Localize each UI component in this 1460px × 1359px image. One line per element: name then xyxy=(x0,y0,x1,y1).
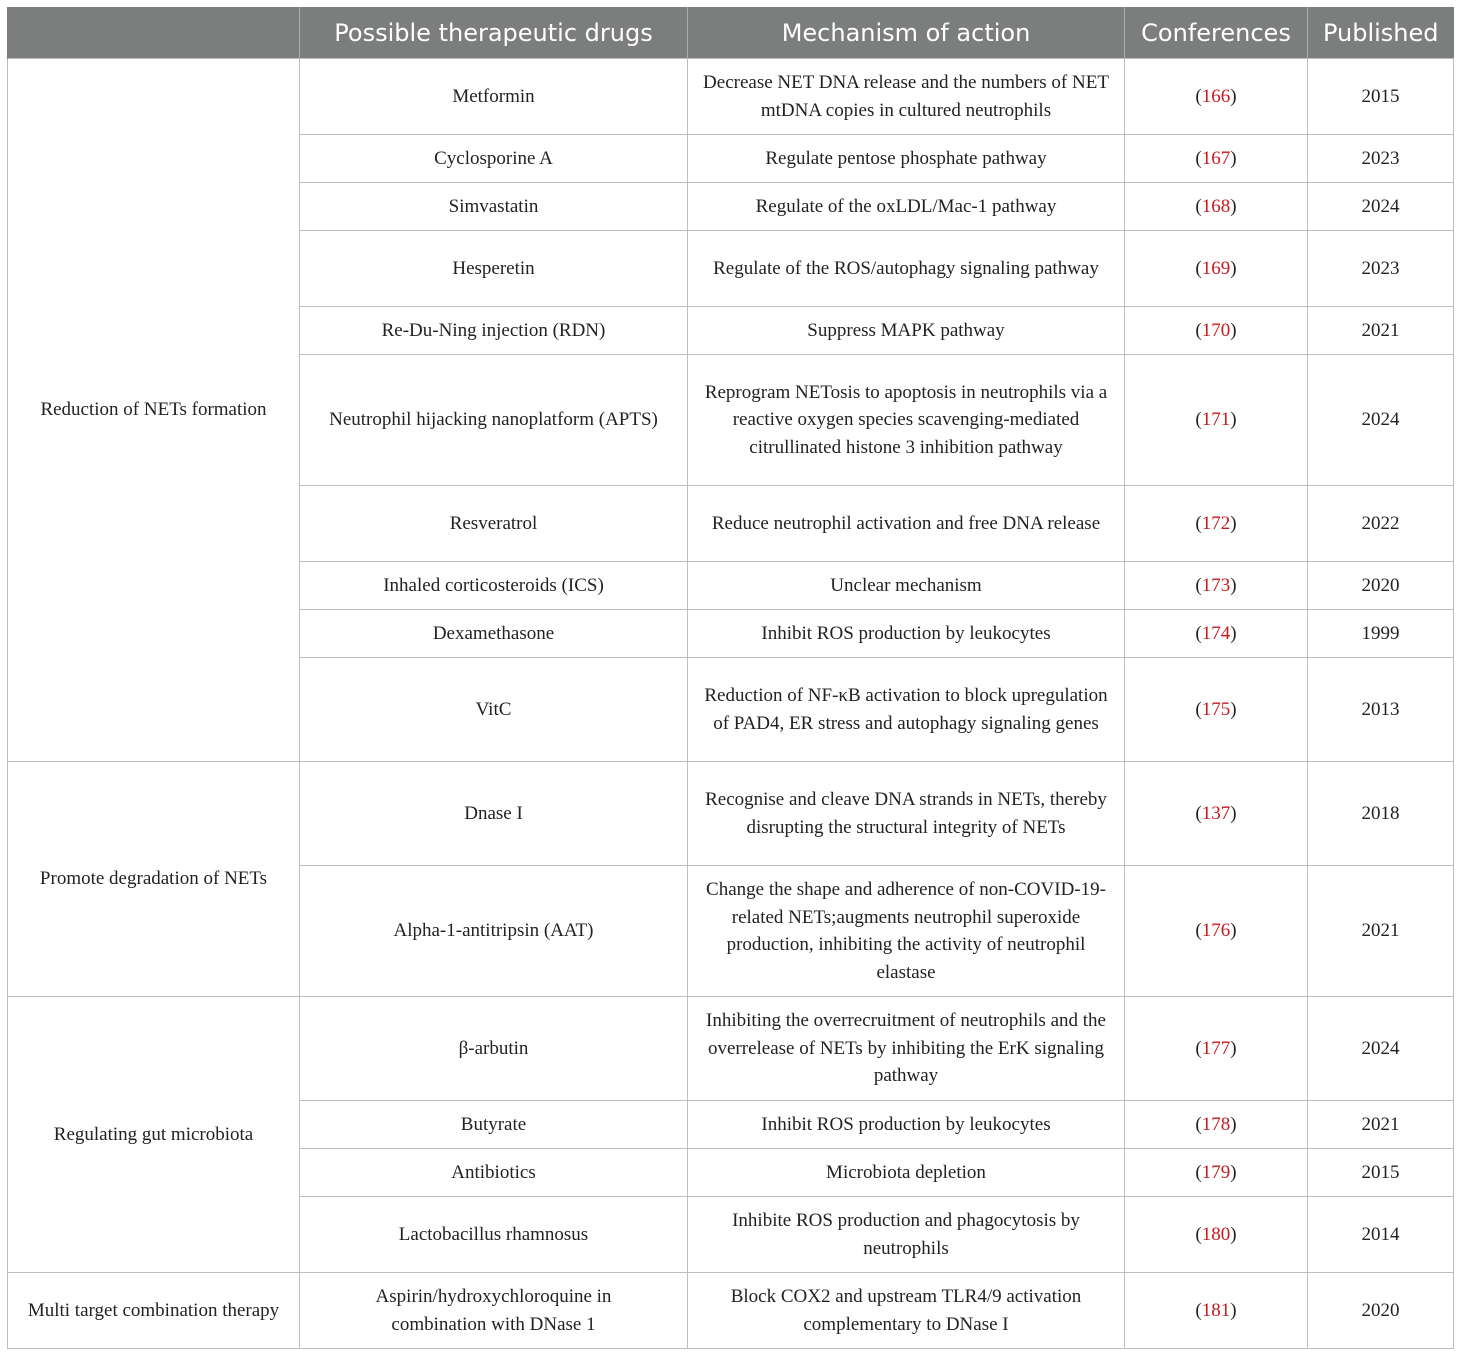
reference-cell xyxy=(1125,59,1308,135)
reference-cell xyxy=(1125,1273,1308,1349)
reference-open-paren: ( xyxy=(1195,574,1202,596)
header-category xyxy=(8,7,300,59)
reference-open-paren: ( xyxy=(1195,1161,1202,1183)
drug-cell: Lactobacillus rhamnosus xyxy=(300,1197,688,1273)
reference-link[interactable]: 169 xyxy=(1201,257,1231,279)
reference-link[interactable]: 174 xyxy=(1201,622,1231,644)
published-year-cell: 2023 xyxy=(1308,135,1454,183)
reference-close-paren: ) xyxy=(1230,622,1237,644)
published-year-cell: 2024 xyxy=(1308,183,1454,231)
mechanism-cell xyxy=(688,355,1125,486)
reference-close-paren: ) xyxy=(1230,698,1237,720)
drug-cell: Dnase I xyxy=(300,762,688,866)
mechanism-cell xyxy=(688,1197,1125,1273)
mechanism-cell xyxy=(688,866,1125,997)
published-year-cell: 2021 xyxy=(1308,1101,1454,1149)
category-cell: Reduction of NETs formation xyxy=(8,59,300,762)
reference-close-paren: ) xyxy=(1230,512,1237,534)
drug-cell: VitC xyxy=(300,658,688,762)
reference-close-paren: ) xyxy=(1230,319,1237,341)
drug-cell: Simvastatin xyxy=(300,183,688,231)
reference-cell xyxy=(1125,231,1308,307)
drug-cell: Aspirin/hydroxychloroquine in combination with DNase 1 xyxy=(300,1273,688,1349)
reference-cell xyxy=(1125,1149,1308,1197)
mechanism-cell xyxy=(688,59,1125,135)
drug-cell: Metformin xyxy=(300,59,688,135)
reference-cell xyxy=(1125,866,1308,997)
reference-link[interactable]: 179 xyxy=(1201,1161,1231,1183)
published-year-cell: 2020 xyxy=(1308,562,1454,610)
mechanism-cell xyxy=(688,231,1125,307)
reference-open-paren: ( xyxy=(1195,1113,1202,1135)
reference-close-paren: ) xyxy=(1230,1299,1237,1321)
reference-cell xyxy=(1125,762,1308,866)
header-published: Published xyxy=(1308,7,1454,59)
published-year-cell: 2022 xyxy=(1308,486,1454,562)
mechanism-text: Change the shape and adherence of non-COVID-19-related NETs;augments neutrophil superoxide production, inhibiting the activity of neutrophil elastase xyxy=(706,879,1106,983)
drug-cell: Butyrate xyxy=(300,1101,688,1149)
reference-cell xyxy=(1125,610,1308,658)
mechanism-text: Reprogram NETosis to apoptosis in neutrophils via a reactive oxygen species scavenging-mediated citrullinated histone 3 inhibition pathway xyxy=(704,381,1108,458)
mechanism-cell xyxy=(688,307,1125,355)
published-year-cell: 2020 xyxy=(1308,1273,1454,1349)
table-row xyxy=(8,762,1454,866)
drug-cell: Hesperetin xyxy=(300,231,688,307)
reference-open-paren: ( xyxy=(1195,512,1202,534)
reference-close-paren: ) xyxy=(1230,802,1237,824)
drug-cell: Antibiotics xyxy=(300,1149,688,1197)
mechanism-text: Suppress MAPK pathway xyxy=(807,319,1005,341)
mechanism-text: Inhibit ROS production by leukocytes xyxy=(761,1113,1051,1135)
mechanism-text: Reduce neutrophil activation and free DNA release xyxy=(711,512,1101,534)
published-year-cell: 2023 xyxy=(1308,231,1454,307)
mechanism-text: Decrease NET DNA release and the numbers of NET mtDNA copies in cultured neutrophils xyxy=(703,72,1109,121)
reference-link[interactable]: 176 xyxy=(1201,920,1231,942)
mechanism-cell xyxy=(688,1101,1125,1149)
reference-open-paren: ( xyxy=(1195,920,1202,942)
reference-close-paren: ) xyxy=(1230,1161,1237,1183)
reference-cell xyxy=(1125,658,1308,762)
header-drugs: Possible therapeutic drugs xyxy=(300,7,688,59)
therapeutic-drugs-table xyxy=(7,7,1454,1349)
table-container xyxy=(7,7,1453,1349)
drug-cell: Dexamethasone xyxy=(300,610,688,658)
category-cell: Regulating gut microbiota xyxy=(8,997,300,1273)
table-row xyxy=(8,997,1454,1101)
reference-cell xyxy=(1125,486,1308,562)
reference-link[interactable]: 171 xyxy=(1201,409,1231,431)
drug-cell: β-arbutin xyxy=(300,997,688,1101)
table-header-row xyxy=(8,7,1454,59)
reference-cell xyxy=(1125,562,1308,610)
published-year-cell: 2013 xyxy=(1308,658,1454,762)
mechanism-cell xyxy=(688,762,1125,866)
reference-close-paren: ) xyxy=(1230,1037,1237,1059)
reference-close-paren: ) xyxy=(1230,409,1237,431)
mechanism-text: Inhibit ROS production by leukocytes xyxy=(761,622,1051,644)
reference-cell xyxy=(1125,307,1308,355)
reference-link[interactable]: 167 xyxy=(1201,147,1231,169)
reference-cell xyxy=(1125,997,1308,1101)
table-row xyxy=(8,1273,1454,1349)
published-year-cell: 1999 xyxy=(1308,610,1454,658)
published-year-cell: 2015 xyxy=(1308,1149,1454,1197)
reference-close-paren: ) xyxy=(1230,257,1237,279)
reference-close-paren: ) xyxy=(1230,85,1237,107)
category-cell: Multi target combination therapy xyxy=(8,1273,300,1349)
reference-close-paren: ) xyxy=(1230,195,1237,217)
mechanism-text: Block COX2 and upstream TLR4/9 activation complementary to DNase I xyxy=(730,1286,1082,1335)
reference-open-paren: ( xyxy=(1195,698,1202,720)
reference-link[interactable]: 173 xyxy=(1201,574,1231,596)
reference-link[interactable]: 177 xyxy=(1201,1037,1231,1059)
reference-open-paren: ( xyxy=(1195,1037,1202,1059)
reference-open-paren: ( xyxy=(1195,802,1202,824)
reference-open-paren: ( xyxy=(1195,409,1202,431)
header-conferences: Conferences xyxy=(1125,7,1308,59)
reference-link[interactable]: 166 xyxy=(1201,85,1231,107)
reference-link[interactable]: 168 xyxy=(1201,195,1231,217)
mechanism-cell xyxy=(688,1149,1125,1197)
drug-cell: Neutrophil hijacking nanoplatform (APTS) xyxy=(300,355,688,486)
reference-open-paren: ( xyxy=(1195,147,1202,169)
reference-close-paren: ) xyxy=(1230,574,1237,596)
reference-link[interactable]: 178 xyxy=(1201,1113,1231,1135)
reference-link[interactable]: 172 xyxy=(1201,512,1231,534)
reference-link[interactable]: 180 xyxy=(1201,1223,1231,1245)
published-year-cell: 2018 xyxy=(1308,762,1454,866)
mechanism-cell xyxy=(688,1273,1125,1349)
published-year-cell: 2021 xyxy=(1308,307,1454,355)
published-year-cell: 2021 xyxy=(1308,866,1454,997)
drug-cell: Cyclosporine A xyxy=(300,135,688,183)
mechanism-text: Unclear mechanism xyxy=(830,574,982,596)
reference-cell xyxy=(1125,135,1308,183)
reference-link[interactable]: 170 xyxy=(1201,319,1231,341)
reference-cell xyxy=(1125,355,1308,486)
drug-cell: Alpha-1-antitripsin (AAT) xyxy=(300,866,688,997)
reference-link[interactable]: 137 xyxy=(1201,802,1231,824)
reference-link[interactable]: 181 xyxy=(1201,1299,1231,1321)
published-year-cell: 2015 xyxy=(1308,59,1454,135)
mechanism-cell xyxy=(688,997,1125,1101)
reference-open-paren: ( xyxy=(1195,1223,1202,1245)
reference-open-paren: ( xyxy=(1195,622,1202,644)
reference-open-paren: ( xyxy=(1195,257,1202,279)
published-year-cell: 2014 xyxy=(1308,1197,1454,1273)
mechanism-text: Recognise and cleave DNA strands in NETs, thereby disrupting the structural integrity of NETs xyxy=(705,789,1107,838)
reference-close-paren: ) xyxy=(1230,147,1237,169)
mechanism-cell xyxy=(688,135,1125,183)
mechanism-text: Inhibiting the overrecruitment of neutrophils and the overrelease of NETs by inhibiting the ErK signaling pathway xyxy=(706,1010,1106,1087)
reference-cell xyxy=(1125,1197,1308,1273)
mechanism-cell xyxy=(688,562,1125,610)
reference-open-paren: ( xyxy=(1195,195,1202,217)
table-row xyxy=(8,59,1454,135)
mechanism-cell xyxy=(688,183,1125,231)
mechanism-cell xyxy=(688,658,1125,762)
published-year-cell: 2024 xyxy=(1308,355,1454,486)
category-cell: Promote degradation of NETs xyxy=(8,762,300,997)
mechanism-text: Regulate of the ROS/autophagy signaling pathway xyxy=(713,257,1099,279)
reference-close-paren: ) xyxy=(1230,1223,1237,1245)
reference-cell xyxy=(1125,183,1308,231)
reference-link[interactable]: 175 xyxy=(1201,698,1231,720)
mechanism-text: Reduction of NF-κB activation to block upregulation of PAD4, ER stress and autophagy signaling genes xyxy=(704,685,1108,734)
drug-cell: Resveratrol xyxy=(300,486,688,562)
reference-open-paren: ( xyxy=(1195,1299,1202,1321)
drug-cell: Inhaled corticosteroids (ICS) xyxy=(300,562,688,610)
drug-cell: Re-Du-Ning injection (RDN) xyxy=(300,307,688,355)
reference-open-paren: ( xyxy=(1195,319,1202,341)
mechanism-text: Microbiota depletion xyxy=(826,1161,986,1183)
mechanism-text: Inhibite ROS production and phagocytosis by neutrophils xyxy=(732,1210,1080,1259)
reference-open-paren: ( xyxy=(1195,85,1202,107)
mechanism-text: Regulate pentose phosphate pathway xyxy=(765,147,1047,169)
reference-close-paren: ) xyxy=(1230,920,1237,942)
reference-close-paren: ) xyxy=(1230,1113,1237,1135)
mechanism-cell xyxy=(688,610,1125,658)
header-mechanism: Mechanism of action xyxy=(688,7,1125,59)
published-year-cell: 2024 xyxy=(1308,997,1454,1101)
reference-cell xyxy=(1125,1101,1308,1149)
mechanism-cell xyxy=(688,486,1125,562)
mechanism-text: Regulate of the oxLDL/Mac-1 pathway xyxy=(755,195,1057,217)
